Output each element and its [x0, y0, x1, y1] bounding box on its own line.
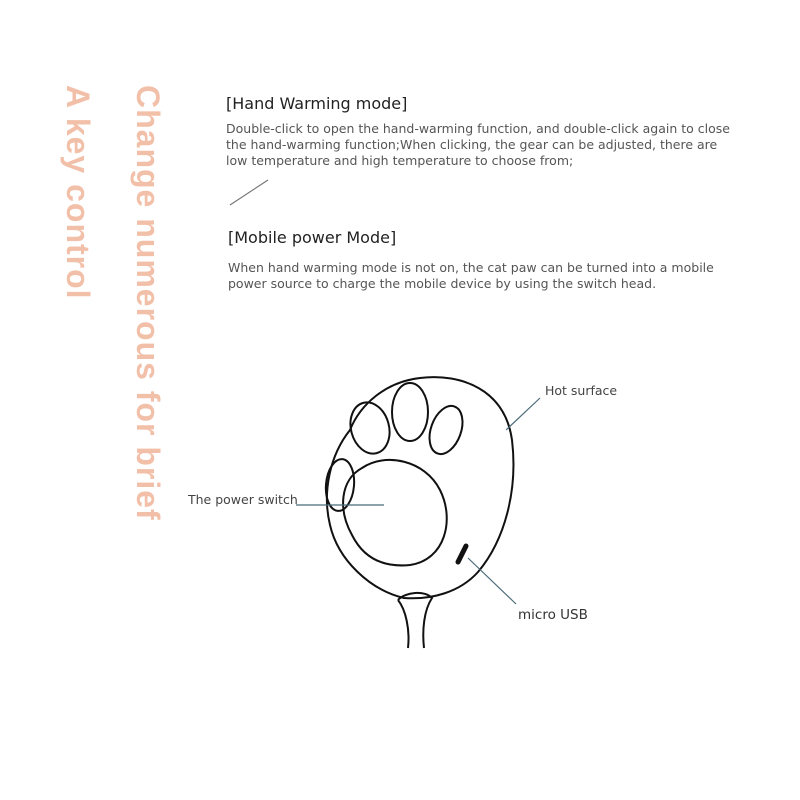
leader-hot-surface	[506, 398, 540, 430]
mobile-power-description: When hand warming mode is not on, the cat paw can be turned into a mobile power source to charge the mobile device by using the switch head.	[228, 260, 714, 291]
mobile-power-title: [Mobile power Mode]	[228, 228, 397, 247]
main-pad	[343, 460, 447, 566]
toe-bean-4	[423, 401, 468, 458]
leader-micro-usb	[468, 558, 516, 604]
side-text-key-control: A key control	[60, 85, 96, 300]
hot-surface-label: Hot surface	[545, 383, 618, 398]
hand-warming-description: Double-click to open the hand-warming function, and double-click again to close the hand-warming function;When clicking, the gear can be adjusted, there are low temperature and high temperature to choose from;	[226, 121, 730, 168]
cable-outline-left	[398, 600, 409, 648]
toe-bean-3	[392, 383, 428, 441]
side-text-change-numerous: Change numerous for brief	[130, 85, 166, 521]
cable-outline	[398, 593, 432, 648]
power-switch-label: The power switch	[188, 492, 298, 507]
hand-warming-title: [Hand Warming mode]	[226, 94, 408, 113]
divider-slash	[230, 180, 268, 205]
toe-bean-2	[345, 398, 395, 458]
micro-usb-label: micro USB	[518, 607, 588, 623]
micro-usb-port	[458, 546, 466, 562]
